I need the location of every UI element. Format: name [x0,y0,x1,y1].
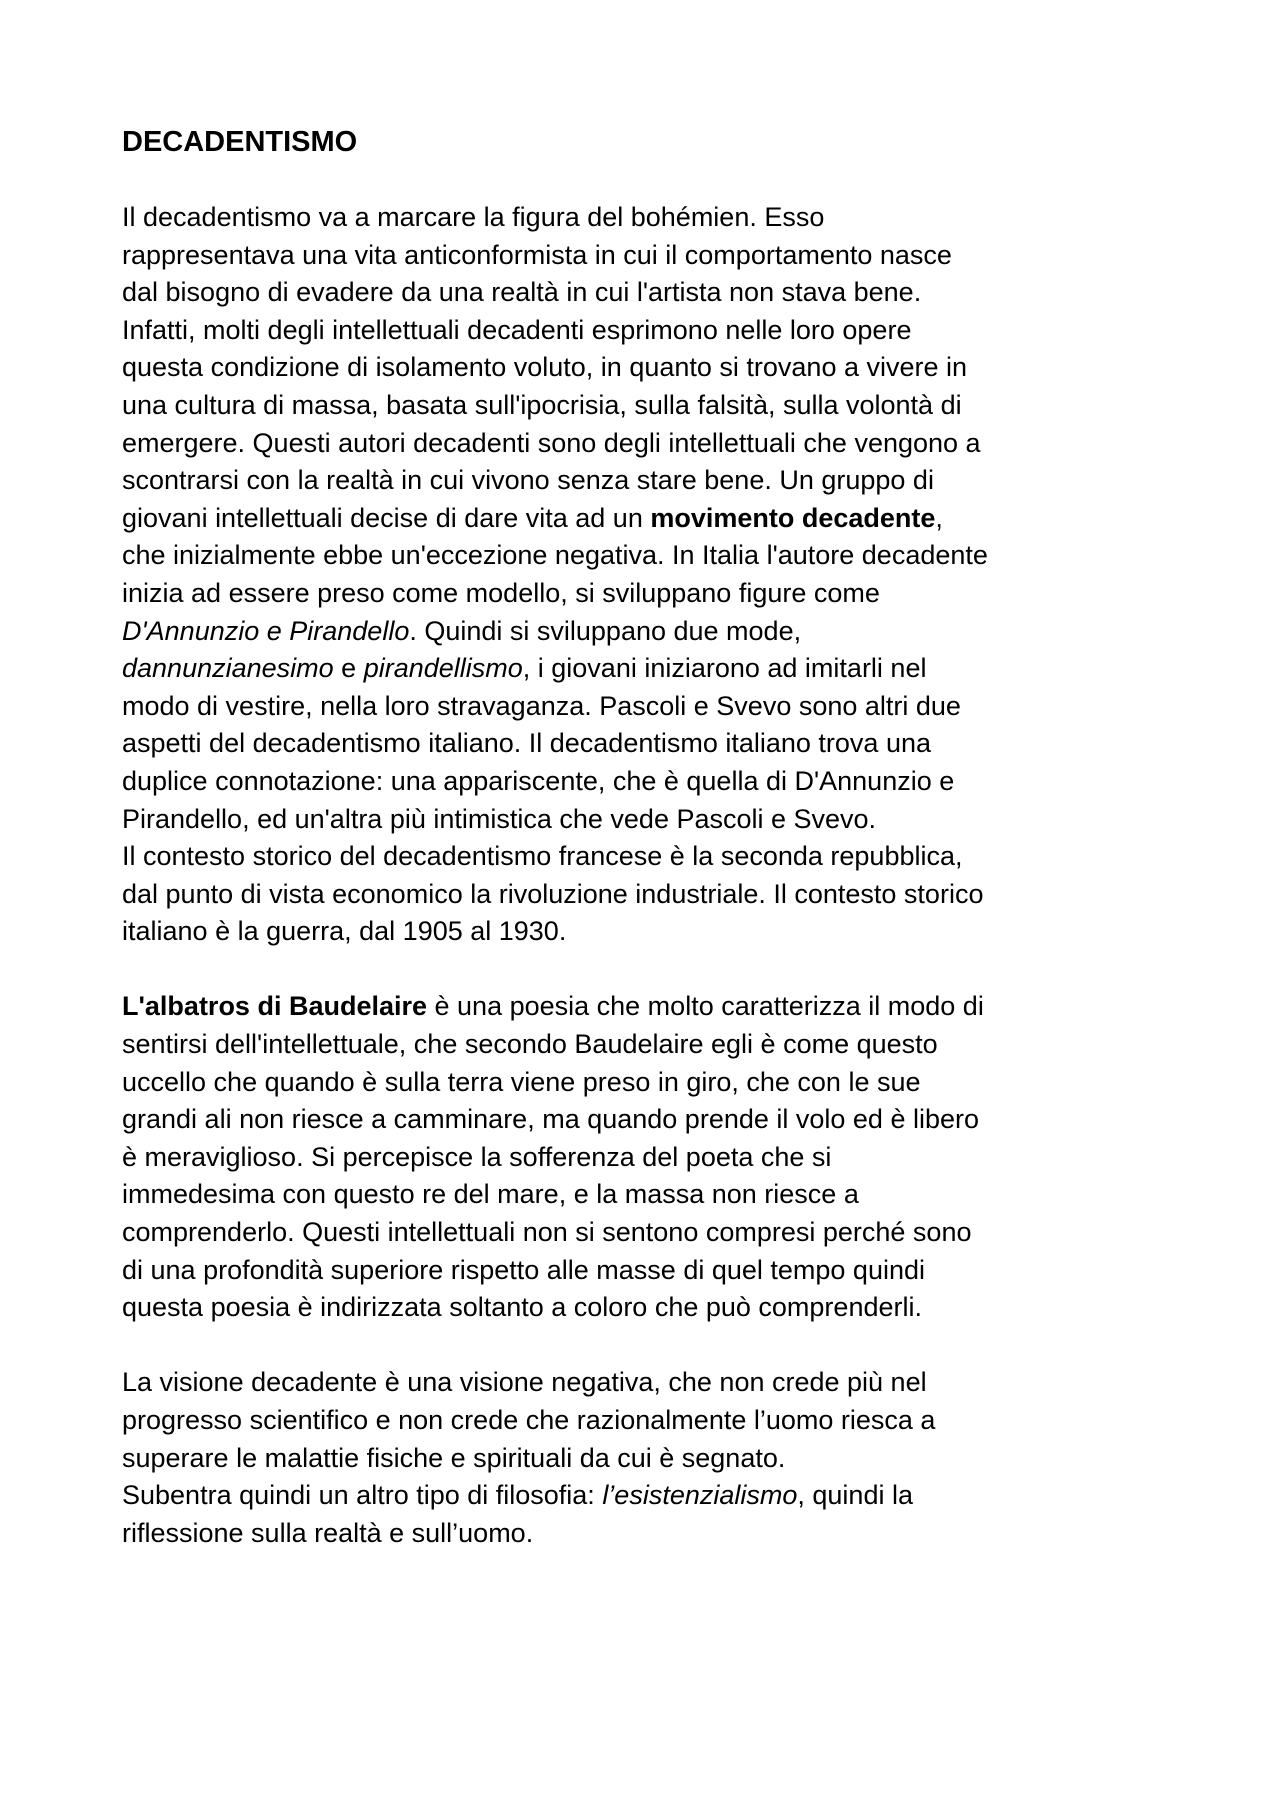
text-line: emergere. Questi autori decadenti sono degli intellettuali che vengono a [122,427,981,458]
text-line: scontrarsi con la realtà in cui vivono senza stare bene. Un gruppo di [122,465,934,496]
text-line: uccello che quando è sulla terra viene preso in giro, che con le sue [122,1066,921,1097]
text-line: dal punto di vista economico la rivoluzione industriale. Il contesto storico [122,878,984,909]
bold-term-albatros: L'albatros di Baudelaire [122,991,428,1022]
text-line: comprenderlo. Questi intellettuali non si sentono compresi perché sono [122,1217,972,1248]
paragraph-visione-decadente [122,1364,1182,1552]
paragraph-gap [122,1327,1182,1365]
text-run: e [333,653,364,684]
text-line [122,500,1182,538]
text-line: immedesima con questo re del mare, e la massa non riesce a [122,1179,859,1210]
text-line [122,613,1182,651]
text-line: La visione decadente è una visione negativa, che non crede più nel [122,1367,927,1398]
text-line: inizia ad essere preso come modello, si sviluppano figure come [122,577,880,608]
italic-term-dannunzianesimo: dannunzianesimo [122,653,334,684]
text-line: Il contesto storico del decadentismo francese è la seconda repubblica, [122,841,963,872]
text-line: grandi ali non riesce a camminare, ma quando prende il volo ed è libero [122,1104,979,1135]
text-line [122,650,1182,688]
text-run: giovani intellettuali decise di dare vita ad un [122,502,651,533]
text-line: di una profondità superiore rispetto alle masse di quel tempo quindi [122,1254,925,1285]
text-line: superare le malattie fisiche e spirituali da cui è segnato. [122,1442,786,1473]
text-line [122,988,1182,1026]
italic-term-pirandellismo: pirandellismo [363,653,523,684]
text-line: sentirsi dell'intellettuale, che secondo Baudelaire egli è come questo [122,1029,938,1060]
page-title: DECADENTISMO [122,126,358,158]
text-line: duplice connotazione: una appariscente, che è quella di D'Annunzio e [122,765,955,796]
paragraph-decadentismo-intro [122,199,1182,951]
text-line: italiano è la guerra, dal 1905 al 1930. [122,916,567,947]
text-line: questa poesia è indirizzata soltanto a coloro che può comprenderli. [122,1292,922,1323]
text-line: è meraviglioso. Si percepisce la sofferenza del poeta che si [122,1141,832,1172]
italic-term-dannunzio-pirandello: D'Annunzio e Pirandello [122,615,410,646]
document-body [122,123,1182,1552]
text-run: , quindi la [797,1480,913,1511]
text-line: aspetti del decadentismo italiano. Il decadentismo italiano trova una [122,728,931,759]
text-run: è una poesia che molto caratterizza il modo di [427,991,984,1022]
text-run: Subentra quindi un altro tipo di filosofia: [122,1480,603,1511]
text-line: Infatti, molti degli intellettuali decadenti esprimono nelle loro opere [122,314,912,345]
paragraph-gap [122,951,1182,989]
text-line: Pirandello, ed un'altra più intimistica che vede Pascoli e Svevo. [122,803,877,834]
paragraph-albatros [122,988,1182,1326]
text-line: questa condizione di isolamento voluto, in quanto si trovano a vivere in [122,352,968,383]
text-run: , i giovani iniziarono ad imitarli nel [522,653,927,684]
text-line: riflessione sulla realtà e sull’uomo. [122,1517,534,1548]
text-line: rappresentava una vita anticonformista in cui il comportamento nasce [122,239,952,270]
text-line: Il decadentismo va a marcare la figura del bohémien. Esso [122,202,825,232]
text-line: modo di vestire, nella loro stravaganza. Pascoli e Svevo sono altri due [122,690,961,721]
text-line: progresso scientifico e non crede che razionalmente l’uomo riesca a [122,1405,936,1435]
text-run: , [935,502,943,533]
text-run: . Quindi si sviluppano due mode, [409,615,802,646]
bold-term-movimento-decadente: movimento decadente [650,502,936,533]
text-line: dal bisogno di evadere da una realtà in cui l'artista non stava bene. [122,277,922,308]
text-line: che inizialmente ebbe un'eccezione negativa. In Italia l'autore decadente [122,540,988,571]
text-line [122,1477,1182,1515]
text-line: una cultura di massa, basata sull'ipocrisia, sulla falsità, sulla volontà di [122,389,962,420]
italic-term-esistenzialismo: l’esistenzialismo [602,1480,798,1511]
